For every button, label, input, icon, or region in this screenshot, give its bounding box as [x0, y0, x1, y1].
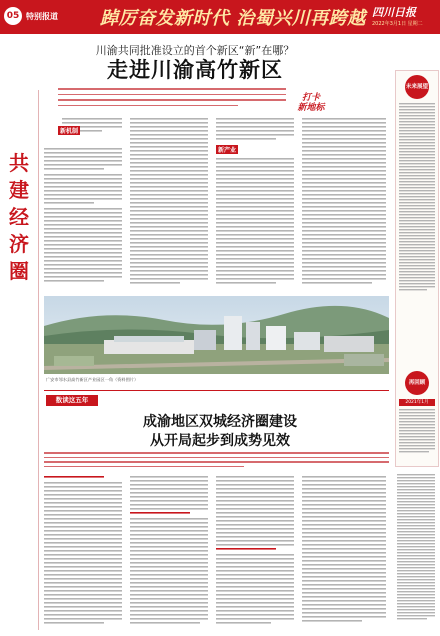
subhead-new-mechanism: 新机制 [60, 128, 79, 135]
header-banner: 踔厉奋发新时代 治蜀兴川再跨越 [100, 8, 366, 29]
new-district-photo [44, 296, 389, 374]
right-column-lines [395, 470, 437, 630]
lead-intro [58, 88, 286, 106]
page-number: 05 [4, 7, 22, 25]
second-headline-line1: 成渝地区双城经济圈建设 [143, 414, 297, 430]
issue-date: 2022年3月1日 星期二 [372, 21, 423, 27]
sidebar-date-label: 2021年1月 [399, 399, 435, 406]
sidebar-text-upper [396, 103, 438, 298]
checkin-tag: 打卡 新地标 [297, 93, 325, 113]
newspaper-logo: 四川日报 [372, 6, 416, 19]
vertical-char: 共 [9, 151, 29, 175]
second-body [44, 472, 389, 632]
vertical-column-title [5, 150, 33, 285]
body-text-columns [44, 118, 389, 288]
vertical-char: 建 [9, 178, 29, 202]
article-divider [44, 390, 389, 391]
second-headline-line2: 从开局起步到成势见效 [150, 433, 290, 449]
lead-kicker: 川渝共同批准设立的首个新区“新”在哪？ [95, 44, 295, 57]
section-label-banner: 数读这五年 [46, 395, 98, 406]
vertical-char: 圈 [9, 259, 29, 283]
future-outlook-tag: 未来展望 [405, 75, 429, 99]
photo-caption: 广安市邻水县高竹新区产业园区一角（资料图片） [46, 377, 139, 382]
sidebar-panel [395, 70, 439, 467]
sidebar-text-lower [396, 409, 438, 464]
vertical-char: 济 [9, 232, 29, 256]
aerial-photo-image [44, 296, 389, 374]
lead-body [44, 118, 389, 288]
section-name: 特别报道 [26, 12, 58, 21]
second-intro [44, 452, 389, 467]
second-body-text [44, 472, 389, 632]
right-column-text [395, 470, 437, 630]
review-tag: 再回顾 [405, 371, 429, 395]
subhead-new-industry: 新产业 [218, 147, 237, 154]
lead-headline: 走进川渝高竹新区 [107, 58, 283, 82]
column-divider [38, 90, 39, 630]
vertical-char: 经 [9, 205, 29, 229]
